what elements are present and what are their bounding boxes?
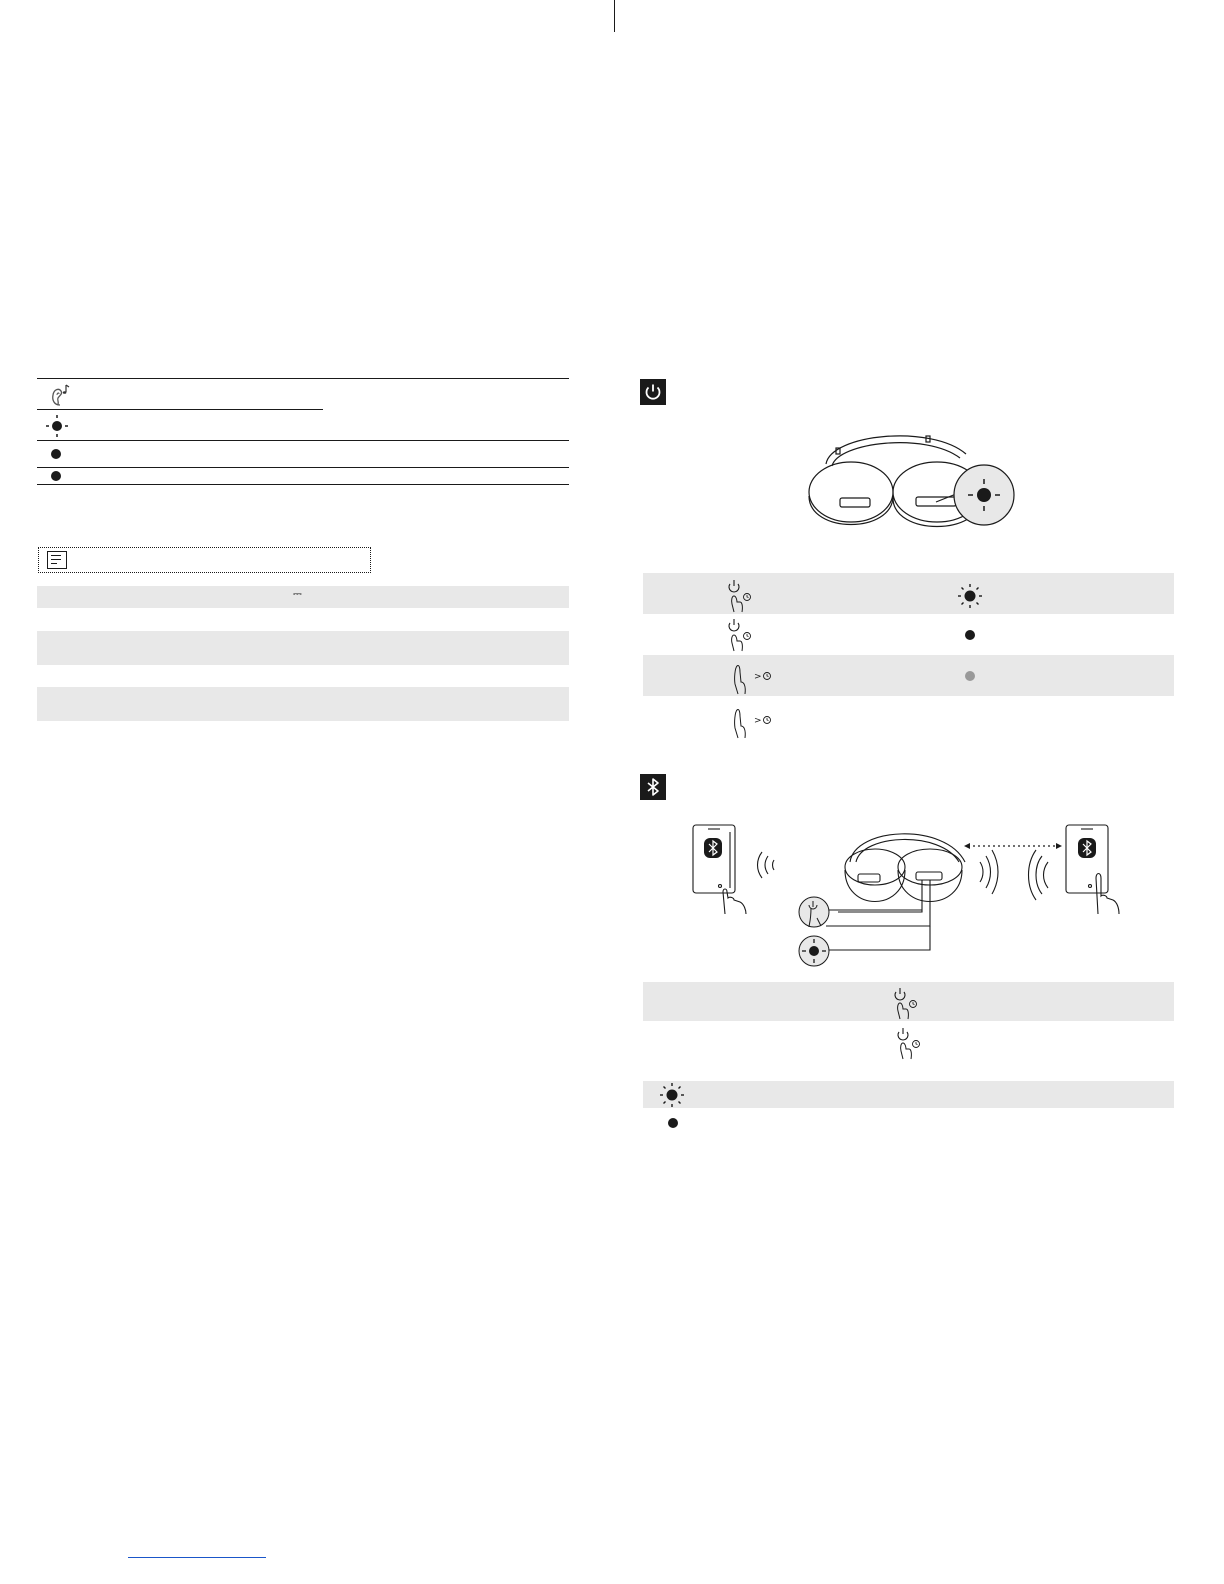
phone-left [693,825,735,893]
power-icon [640,379,666,405]
page-crop-mark [614,0,615,32]
long-press-icon [732,660,774,696]
led-flashing-icon [45,414,69,438]
svg-text:>: > [754,672,762,682]
note-icon [47,551,67,569]
svg-text:>: > [754,716,762,726]
bluetooth-icon [640,774,666,800]
row-rule [37,467,569,468]
row-rule [37,440,569,441]
note-box [38,547,371,573]
table-bottom-rule [37,484,569,485]
press-hold-power-icon [895,1026,925,1060]
spec-band [37,687,569,721]
ear-music-icon [46,383,70,409]
press-hold-power-icon [726,578,756,614]
led-flashing-icon [958,584,982,608]
press-hold-power-icon [726,617,756,653]
spec-band [37,631,569,665]
led-grey-icon [965,671,975,681]
pairing-diagram [690,822,1130,972]
table-top-rule [37,378,569,379]
footer-link-underline[interactable] [128,1557,266,1558]
spec-band [37,586,569,608]
long-press-icon [732,704,774,740]
phone-right [1066,825,1108,893]
led-flashing-icon [660,1083,684,1107]
led-solid-icon [51,449,61,459]
legend-row [643,1081,1174,1108]
table-row [643,573,1174,614]
row-underline [37,409,323,410]
press-hold-power-icon [892,986,922,1020]
dc-symbol: ⎓ [293,588,302,600]
table-row [643,655,1174,696]
led-solid-icon [965,630,975,640]
headphones-led-callout [806,424,1020,550]
led-solid-icon [51,471,61,481]
led-solid-icon [668,1118,678,1128]
